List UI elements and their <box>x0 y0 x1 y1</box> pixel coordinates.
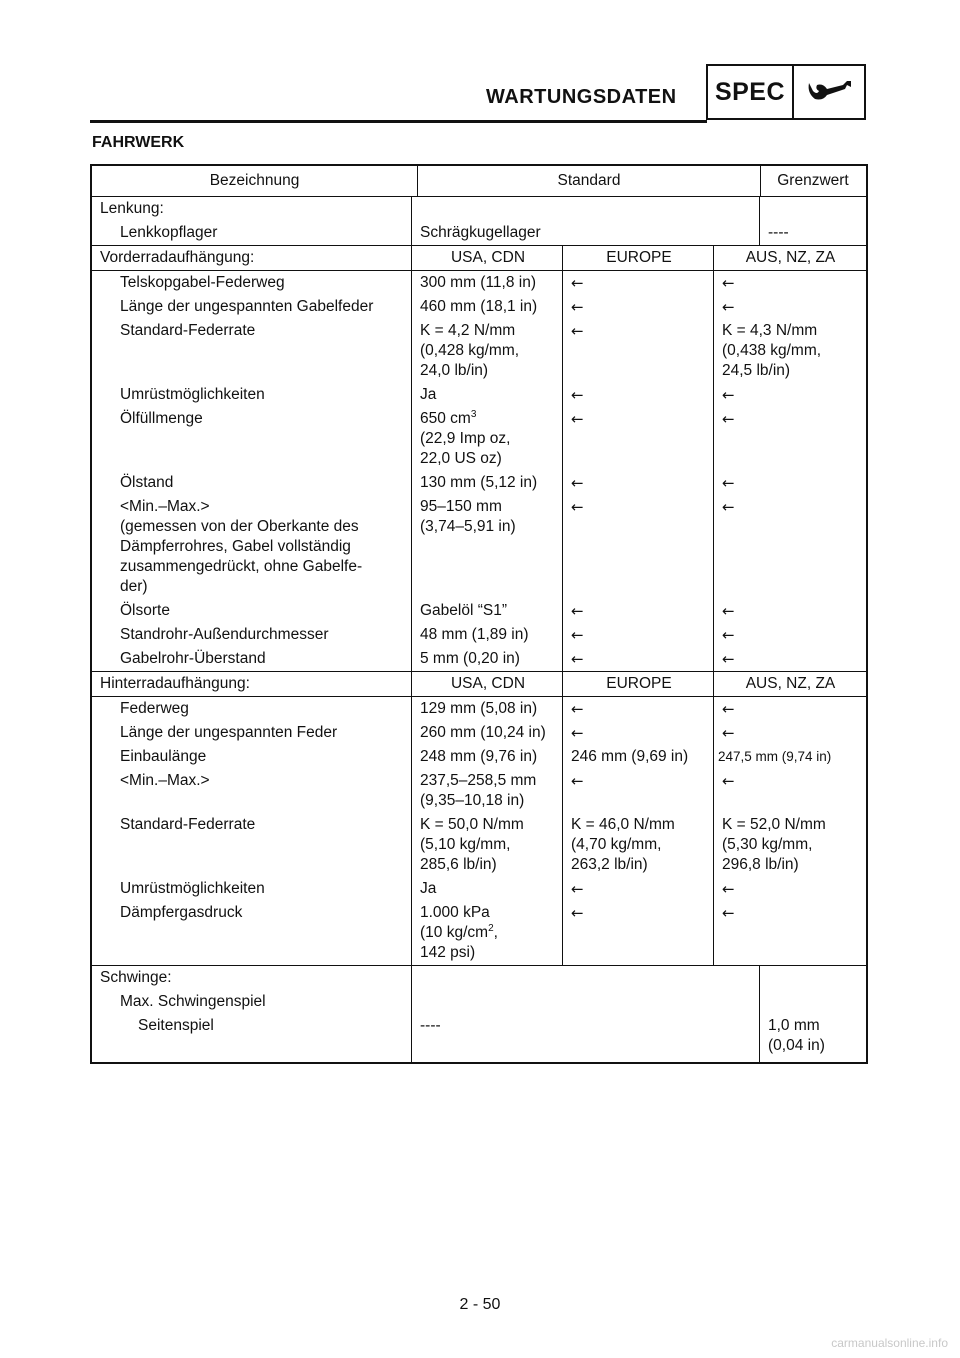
hinter-label: Hinterradaufhängung: <box>100 675 250 692</box>
gas-pressure-unit-sup: 2 <box>488 922 494 934</box>
table-header-row <box>92 166 866 196</box>
cell-aus: ← <box>713 495 865 599</box>
cell-aus: ← <box>713 721 865 745</box>
gas-pressure-kgcm-value: (10 kg/cm <box>420 924 489 941</box>
schwinge-standard-cell <box>411 966 759 1062</box>
spec-label: SPEC <box>708 66 794 118</box>
table-row <box>92 471 866 495</box>
oil-volume-value: 650 cm <box>420 410 471 427</box>
section-title: FAHRWERK <box>92 134 185 151</box>
gas-pressure-kpa: 1.000 kPa <box>420 904 490 921</box>
lenkung-label: Lenkung: <box>100 200 164 217</box>
table-row <box>92 697 866 721</box>
table-row <box>92 901 866 965</box>
cell-aus: ← <box>713 407 865 471</box>
region-aus-nz-za: AUS, NZ, ZA <box>713 672 865 696</box>
header-grenzwert: Grenzwert <box>760 166 865 196</box>
cell-europe: ← <box>562 295 713 319</box>
table-row <box>92 599 866 623</box>
cell-usa: 260 mm (10,24 in) <box>411 721 562 745</box>
vorder-region-row <box>92 246 866 270</box>
lenkkopflager-label: Lenkkopflager <box>120 224 218 241</box>
lenkung-standard-cell <box>411 197 759 245</box>
cell-aus: ← <box>713 623 865 647</box>
row-label: Dämpfergasdruck <box>120 904 243 921</box>
lenkung-limit: ---- <box>768 224 789 241</box>
cell-usa: K = 50,0 N/mm (5,10 kg/mm, 285,6 lb/in) <box>411 813 562 877</box>
lenkung-standard: Schrägkugellager <box>420 224 541 241</box>
page-number: 2 - 50 <box>459 1296 501 1313</box>
gas-pressure-comma: , <box>493 924 498 941</box>
row-label: Standrohr-Außendurchmesser <box>120 626 329 643</box>
row-label: Ölstand <box>120 474 174 491</box>
cell-europe: ← <box>562 877 713 901</box>
cell-europe: ← <box>562 407 713 471</box>
row-label: Gabelrohr-Überstand <box>120 650 266 667</box>
cell-europe: ← <box>562 623 713 647</box>
lenkung-group <box>92 196 866 245</box>
cell-usa: 460 mm (18,1 in) <box>411 295 562 319</box>
cell-aus: ← <box>713 295 865 319</box>
gas-pressure-psi: 142 psi) <box>420 944 476 961</box>
cell-europe: ← <box>562 769 713 813</box>
cell-europe: 246 mm (9,69 in) <box>562 745 713 769</box>
cell-aus: ← <box>713 471 865 495</box>
spec-badge <box>706 64 866 120</box>
hinter-region-row <box>92 672 866 696</box>
wrench-icon <box>794 66 864 118</box>
cell-aus: ← <box>713 599 865 623</box>
cell-aus: ← <box>713 877 865 901</box>
cell-europe: ← <box>562 901 713 965</box>
cell-aus: ← <box>713 647 865 671</box>
row-label: Umrüstmöglichkeiten <box>120 386 265 403</box>
table-row <box>92 407 866 471</box>
table-row <box>92 813 866 877</box>
cell-europe: ← <box>562 495 713 599</box>
seitenspiel-label: Seitenspiel <box>138 1017 214 1034</box>
cell-usa: 95–150 mm (3,74–5,91 in) <box>411 495 562 599</box>
cell-aus: ← <box>713 697 865 721</box>
row-label: Federweg <box>120 700 189 717</box>
oil-volume-imperial: (22,9 Imp oz, 22,0 US oz) <box>420 430 511 467</box>
hinter-body <box>92 696 866 965</box>
table-row <box>92 647 866 671</box>
table-row <box>92 721 866 745</box>
cell-usa: 48 mm (1,89 in) <box>411 623 562 647</box>
cell-usa: Ja <box>411 383 562 407</box>
region-aus-nz-za: AUS, NZ, ZA <box>713 246 865 270</box>
cell-aus: 247,5 mm (9,74 in) <box>713 745 865 769</box>
region-usa-cdn: USA, CDN <box>411 672 562 696</box>
cell-aus: ← <box>713 769 865 813</box>
cell-europe: ← <box>562 697 713 721</box>
hinter-group <box>92 671 866 965</box>
header-rule <box>90 120 707 123</box>
oil-volume-unit-sup: 3 <box>470 408 477 420</box>
schwinge-limit: 1,0 mm (0,04 in) <box>768 1017 825 1054</box>
cell-usa: K = 4,2 N/mm (0,428 kg/mm, 24,0 lb/in) <box>411 319 562 383</box>
lenkung-labels <box>92 197 411 245</box>
cell-usa: 130 mm (5,12 in) <box>411 471 562 495</box>
cell-usa: 237,5–258,5 mm (9,35–10,18 in) <box>411 769 562 813</box>
row-label: <Min.–Max.> <box>120 772 210 789</box>
table-row <box>92 745 866 769</box>
schwinge-label: Schwinge: <box>100 969 172 986</box>
cell-usa: 5 mm (0,20 in) <box>411 647 562 671</box>
row-label: Umrüstmöglichkeiten <box>120 880 265 897</box>
schwinge-standard: ---- <box>420 1017 441 1034</box>
cell-europe: ← <box>562 383 713 407</box>
cell-usa: 300 mm (11,8 in) <box>411 271 562 295</box>
schwinge-limit-cell <box>759 966 865 1062</box>
table-row <box>92 383 866 407</box>
row-label: Ölfüllmenge <box>120 410 203 427</box>
header-standard: Standard <box>417 166 760 196</box>
table-row <box>92 295 866 319</box>
region-europe: EUROPE <box>562 672 713 696</box>
cell-usa <box>411 407 562 471</box>
vorder-body <box>92 270 866 671</box>
cell-europe: K = 46,0 N/mm (4,70 kg/mm, 263,2 lb/in) <box>562 813 713 877</box>
row-label: Standard-Federrate <box>120 816 256 833</box>
schwinge-group <box>92 965 866 1062</box>
gas-pressure-kgcm <box>420 923 556 943</box>
table-row <box>92 271 866 295</box>
cell-usa: 248 mm (9,76 in) <box>411 745 562 769</box>
table-row <box>92 769 866 813</box>
region-europe: EUROPE <box>562 246 713 270</box>
row-label: Standard-Federrate <box>120 322 256 339</box>
header-bezeichnung: Bezeichnung <box>209 172 300 189</box>
cell-europe: ← <box>562 721 713 745</box>
row-label: Länge der ungespannten Feder <box>120 724 338 741</box>
cell-usa: Gabelöl “S1” <box>411 599 562 623</box>
table-row <box>92 623 866 647</box>
table-row <box>92 495 866 599</box>
cell-aus: ← <box>713 271 865 295</box>
vorder-group <box>92 245 866 671</box>
vorder-label: Vorderradaufhängung: <box>100 249 255 266</box>
watermark: carmanualsonline.info <box>831 1336 948 1350</box>
row-label: Einbaulänge <box>120 748 207 765</box>
table-row <box>92 319 866 383</box>
lenkung-limit-cell <box>759 197 865 245</box>
row-label: Telskopgabel-Federweg <box>120 274 285 291</box>
cell-europe: ← <box>562 599 713 623</box>
cell-usa <box>411 901 562 965</box>
cell-aus: ← <box>713 901 865 965</box>
cell-europe: ← <box>562 319 713 383</box>
row-label: Länge der ungespannten Gabelfeder <box>120 298 374 315</box>
page-title: WARTUNGSDATEN <box>486 86 677 108</box>
cell-usa: 129 mm (5,08 in) <box>411 697 562 721</box>
row-label: Ölsorte <box>120 602 170 619</box>
cell-europe: ← <box>562 647 713 671</box>
cell-usa: Ja <box>411 877 562 901</box>
table-row <box>92 877 866 901</box>
spec-table <box>90 164 868 1064</box>
schwinge-labels <box>92 966 411 1062</box>
cell-europe: ← <box>562 271 713 295</box>
cell-aus: ← <box>713 383 865 407</box>
region-usa-cdn: USA, CDN <box>411 246 562 270</box>
cell-aus: K = 4,3 N/mm (0,438 kg/mm, 24,5 lb/in) <box>713 319 865 383</box>
cell-europe: ← <box>562 471 713 495</box>
row-label: <Min.–Max.> (gemessen von der Oberkante des Dämpferrohres, Gabel vollständig zusammengedrückt, ohne Gabelfe- der) <box>120 498 363 595</box>
schwingenspiel-label: Max. Schwingenspiel <box>120 993 266 1010</box>
cell-aus: K = 52,0 N/mm (5,30 kg/mm, 296,8 lb/in) <box>713 813 865 877</box>
